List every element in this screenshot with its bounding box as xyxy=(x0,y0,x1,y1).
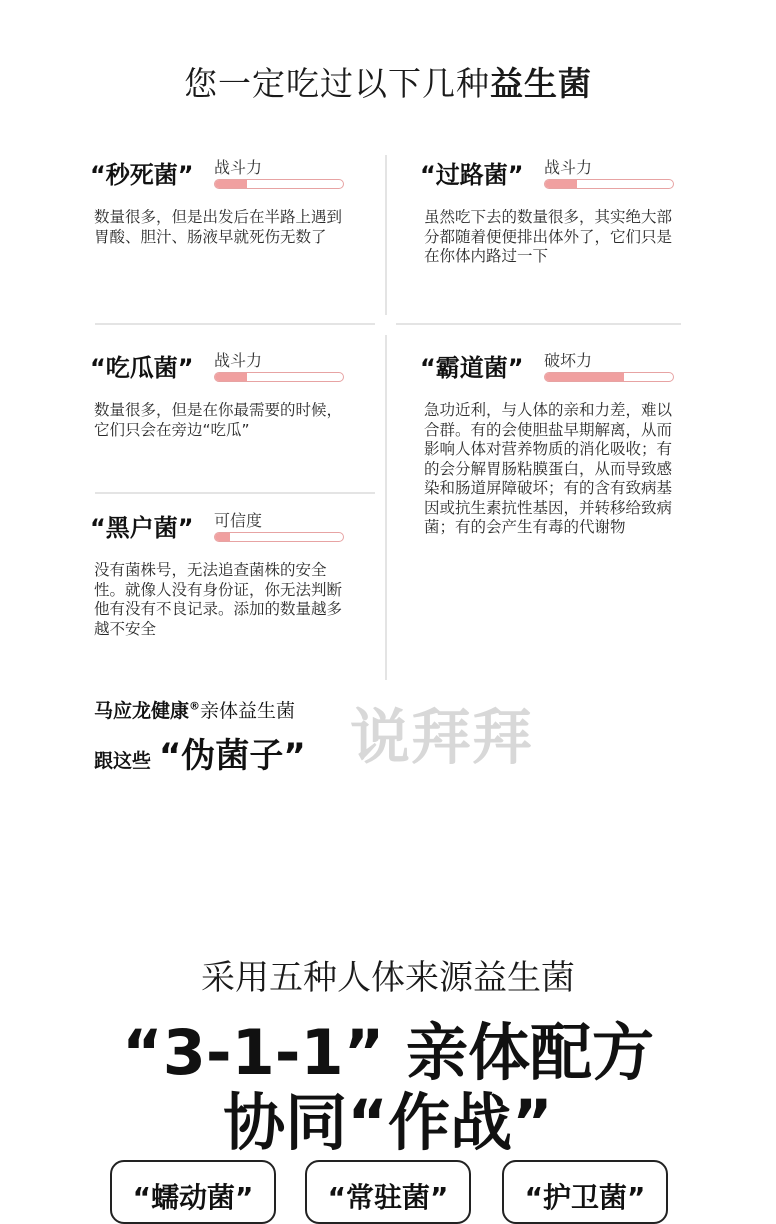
registered-mark: ® xyxy=(189,699,201,713)
tab-huwei[interactable]: “护卫菌” xyxy=(502,1160,668,1224)
stat-bar xyxy=(214,532,344,542)
divider-vertical xyxy=(385,335,387,680)
slogan-bye: 说拜拜 xyxy=(350,703,533,773)
card-title: “吃瓜菌” xyxy=(90,354,194,382)
divider-horizontal xyxy=(95,323,375,325)
stat-bar-fill xyxy=(545,373,624,381)
divider-horizontal xyxy=(95,492,375,494)
stat-label: 战斗力 xyxy=(214,351,263,370)
stat-bar xyxy=(214,179,344,189)
stat-bar xyxy=(544,372,674,382)
slogan-line2-big: “伪菌子” xyxy=(159,736,306,776)
stat-label: 可信度 xyxy=(214,511,263,530)
stat-bar-fill xyxy=(215,180,247,188)
brand-name: 马应龙健康 xyxy=(94,700,190,722)
stat-label: 战斗力 xyxy=(214,158,263,177)
divider-horizontal xyxy=(396,323,681,325)
section2-main-line2: 协同“作战” xyxy=(223,1086,553,1159)
page-heading xyxy=(0,58,776,105)
section2-main-line1: “3-1-1” 亲体配方 xyxy=(122,1016,654,1089)
stat-bar-fill xyxy=(215,533,230,541)
heading-prefix: 您一定吃过以下几种 xyxy=(184,64,490,103)
heading-emphasis: 益生菌 xyxy=(490,64,592,103)
stat-label: 战斗力 xyxy=(544,158,593,177)
section2-subtitle: 采用五种人体来源益生菌 xyxy=(201,958,575,998)
tab-rudong[interactable]: “蠕动菌” xyxy=(110,1160,276,1224)
stat-bar xyxy=(214,372,344,382)
slogan-line1-rest: 亲体益生菌 xyxy=(200,700,296,722)
card-description: 数量很多，但是在你最需要的时候，它们只会在旁边“吃瓜” xyxy=(94,401,343,439)
card-description: 虽然吃下去的数量很多，其实绝大部分都随着便便排出体外了，它们只是在你体内路过一下 xyxy=(424,208,673,265)
card-title: “霸道菌” xyxy=(420,354,524,382)
divider-vertical xyxy=(385,155,387,315)
slogan-line2 xyxy=(94,728,306,777)
card-title: “秒死菌” xyxy=(90,161,194,189)
card-title: “过路菌” xyxy=(420,161,524,189)
slogan-line2-prefix: 跟这些 xyxy=(94,750,152,772)
stat-label: 破坏力 xyxy=(544,351,593,370)
stat-bar xyxy=(544,179,674,189)
tab-changzhu[interactable]: “常驻菌” xyxy=(305,1160,471,1224)
card-description: 没有菌株号，无法追查菌株的安全性。就像人没有身份证，你无法判断他有没有不良记录。添加的数量越多越不安全 xyxy=(94,561,343,638)
stat-bar-fill xyxy=(545,180,577,188)
card-title: “黑户菌” xyxy=(90,514,194,542)
card-description: 急功近利，与人体的亲和力差，难以合群。有的会使胆盐早期解离，从而影响人体对营养物质的消化吸收；有的会分解胃肠粘膜蛋白，从而导致感染和肠道屏障破坏；有的含有致病基因或抗生素抗性基因，并转移给致病菌；有的会产生有毒的代谢物 xyxy=(424,401,673,536)
stat-bar-fill xyxy=(215,373,247,381)
slogan-line1 xyxy=(94,696,295,723)
card-description: 数量很多，但是出发后在半路上遇到胃酸、胆汁、肠液早就死伤无数了 xyxy=(94,208,343,246)
